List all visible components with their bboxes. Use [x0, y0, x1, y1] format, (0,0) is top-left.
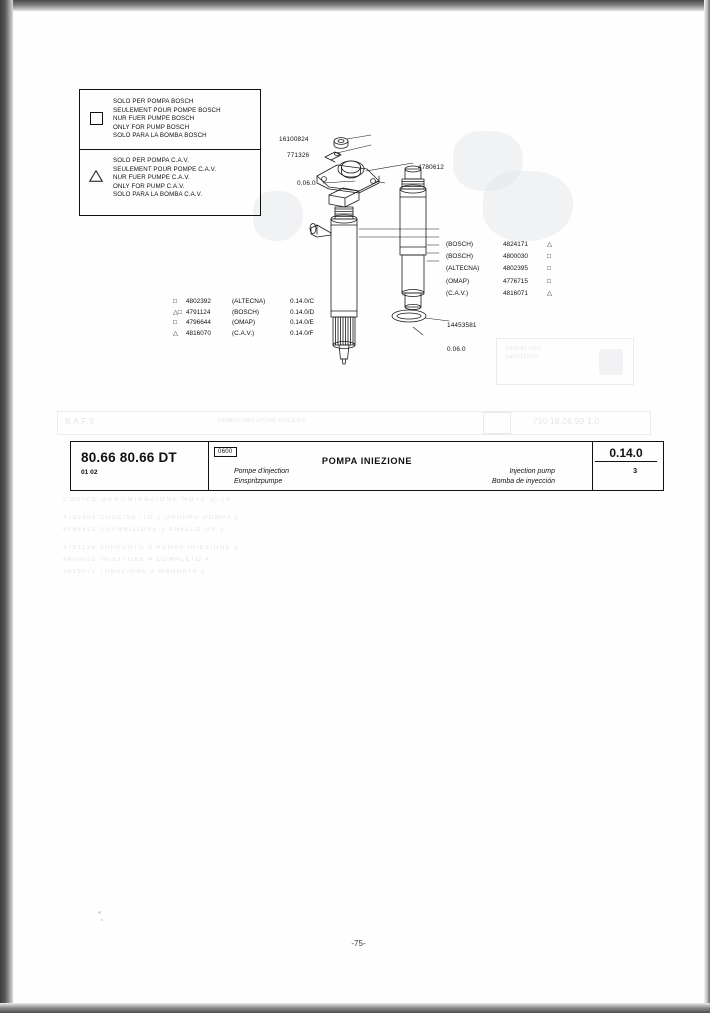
- scan-edge-top: [0, 0, 710, 11]
- parts-left-symbol-2: □: [173, 319, 177, 326]
- ghost-stamp-text: 7408417001: [505, 346, 543, 352]
- ghost-row-3: 4791126 SUPPORTO 3 POMPA INIEZIONE 1: [63, 545, 240, 551]
- model-variant-code: 01 02: [81, 469, 98, 476]
- parts-right-number-2: 4802395: [503, 265, 528, 273]
- title-block-separator-left: [208, 442, 209, 490]
- parts-right-number-3: 4776715: [503, 277, 528, 285]
- parts-left-symbol-0: □: [173, 298, 177, 305]
- parts-left-symbol-1: △□: [173, 308, 182, 316]
- parts-left-code-0: 0.14.0/C: [290, 298, 315, 305]
- legend-cav-line-0: SOLO PER POMPA C.A.V.: [113, 157, 190, 164]
- title-block-separator-right: [592, 442, 593, 490]
- scan-edge-right: [704, 0, 710, 1013]
- callout-771326: 771326: [287, 152, 310, 159]
- legend-box: [79, 89, 261, 216]
- parts-left-row-1: [173, 308, 334, 319]
- parts-left-brand-0: (ALTECNA): [232, 298, 266, 305]
- legend-bosch-text: [113, 98, 221, 141]
- scan-edge-left: [0, 0, 13, 1013]
- legend-cav-line-1: SEULEMENT POUR POMPE C.A.V.: [113, 165, 217, 173]
- subtitle-german: Einspritzpumpe: [234, 478, 283, 485]
- parts-right-symbol-2: □: [547, 265, 551, 273]
- parts-left-number-0: 4802392: [186, 298, 211, 305]
- parts-right-row-2: [445, 263, 562, 275]
- ghost-band-mid: POMPA INIEZIONE ACCESS.: [218, 418, 308, 424]
- ghost-row-5: 4816072 TUBAZIONE 5 MANDATA 1: [63, 569, 206, 575]
- subtitle-spanish: Bomba de inyección: [491, 478, 555, 485]
- parts-right-row-4: [445, 288, 562, 300]
- callout-0060-bottom: 0.06.0: [447, 346, 466, 353]
- parts-list-right: [445, 239, 562, 300]
- parts-right-row-1: [445, 251, 562, 263]
- legend-bosch-line-4: SOLO PARA LA BOMBA BOSCH: [113, 132, 207, 140]
- group-code: 0.14.0: [595, 446, 657, 462]
- ghost-stamp-text-2: 5a2011000: [505, 354, 539, 360]
- parts-left-row-0: [173, 297, 334, 308]
- callout-4780612: 4780612: [418, 164, 444, 171]
- legend-bosch-line-3: ONLY FOR PUMP BOSCH: [113, 123, 190, 131]
- legend-cav-line-4: SOLO PARA LA BOMBA C.A.V.: [113, 191, 203, 199]
- page-number: -75-: [351, 939, 366, 948]
- parts-left-number-2: 4796644: [186, 319, 211, 326]
- callout-0060-top: 0.06.0: [297, 180, 316, 187]
- parts-left-code-2: 0.14.0/E: [290, 319, 314, 326]
- page-title: POMPA INIEZIONE: [321, 456, 413, 466]
- scan-speck-1: [98, 911, 101, 914]
- sheet-number: 3: [633, 468, 637, 475]
- scan-speck-2: [101, 919, 103, 921]
- parts-right-brand-2: (ALTECNA): [446, 265, 480, 273]
- ghost-blob-4: [599, 349, 623, 375]
- legend-cav-text: [113, 157, 216, 200]
- subtitle-english: Injection pump: [509, 468, 555, 475]
- parts-right-brand-4: (C.A.V.): [446, 289, 469, 297]
- ghost-row-1: 4782304 CUSCINETTO 1 GRUPPO POMPA 1: [63, 515, 240, 521]
- callout-14453581: 14453581: [447, 322, 477, 329]
- ghost-band-right: 710 18.06.99 1.0: [533, 417, 600, 426]
- table-code-badge: 0600: [214, 447, 237, 457]
- paper-surface: [13, 11, 704, 1003]
- parts-right-number-0: 4824171: [503, 241, 528, 248]
- legend-bosch-line-0: SOLO PER POMPA BOSCH: [113, 98, 194, 105]
- legend-bosch-line-2: NUR FUER PUMPE BOSCH: [113, 115, 195, 123]
- parts-left-row-2: [173, 318, 334, 329]
- parts-right-number-1: 4800030: [503, 253, 528, 261]
- parts-list-left: [173, 276, 334, 360]
- parts-right-brand-1: (BOSCH): [446, 253, 473, 261]
- parts-right-symbol-3: □: [547, 277, 551, 285]
- ghost-band-left: B.A.F.S: [65, 417, 95, 426]
- square-symbol-icon: [90, 112, 103, 125]
- parts-right-number-4: 4816071: [503, 289, 528, 297]
- triangle-symbol-icon: [89, 170, 101, 181]
- parts-right-row-3: [445, 276, 562, 288]
- parts-left-code-1: 0.14.0/D: [290, 308, 315, 316]
- parts-left-brand-3: (C.A.V.): [232, 329, 255, 337]
- subtitle-french: Pompe d'injection: [234, 468, 290, 475]
- parts-left-number-1: 4791124: [186, 308, 211, 316]
- parts-right-row-0: [445, 239, 562, 251]
- callout-16100824: 16100824: [279, 136, 309, 143]
- parts-left-number-3: 4816070: [186, 329, 211, 337]
- legend-cav-line-2: NUR FUER PUMPE C.A.V.: [113, 174, 190, 182]
- parts-right-symbol-0: △: [547, 241, 552, 248]
- legend-cav-line-3: ONLY FOR PUMP C.A.V.: [113, 182, 185, 190]
- parts-right-symbol-1: □: [547, 253, 551, 261]
- parts-left-row-3: [173, 329, 334, 340]
- legend-divider: [80, 149, 260, 150]
- ghost-row-4: 4800031 INIETTORE 4 COMPLETO 4: [63, 557, 211, 563]
- parts-left-code-3: 0.14.0/F: [290, 329, 314, 337]
- model-designation: 80.66 80.66 DT: [81, 450, 177, 465]
- parts-right-brand-0: (BOSCH): [446, 241, 473, 248]
- parts-left-brand-2: (OMAP): [232, 319, 256, 326]
- ghost-row-head: CODICE DENOMINAZIONE NOTE Q.TA': [63, 497, 236, 503]
- parts-right-brand-3: (OMAP): [446, 277, 470, 285]
- parts-left-brand-1: (BOSCH): [232, 308, 259, 316]
- parts-left-symbol-3: △: [173, 329, 178, 337]
- title-block: [70, 441, 664, 491]
- scan-edge-bottom: [0, 1003, 710, 1013]
- legend-bosch-line-1: SEULEMENT POUR POMPE BOSCH: [113, 106, 221, 114]
- ghost-row-2: 4785412 GUARNIZIONE 2 ANELLO OR 2: [63, 527, 225, 533]
- parts-right-symbol-4: △: [547, 289, 552, 297]
